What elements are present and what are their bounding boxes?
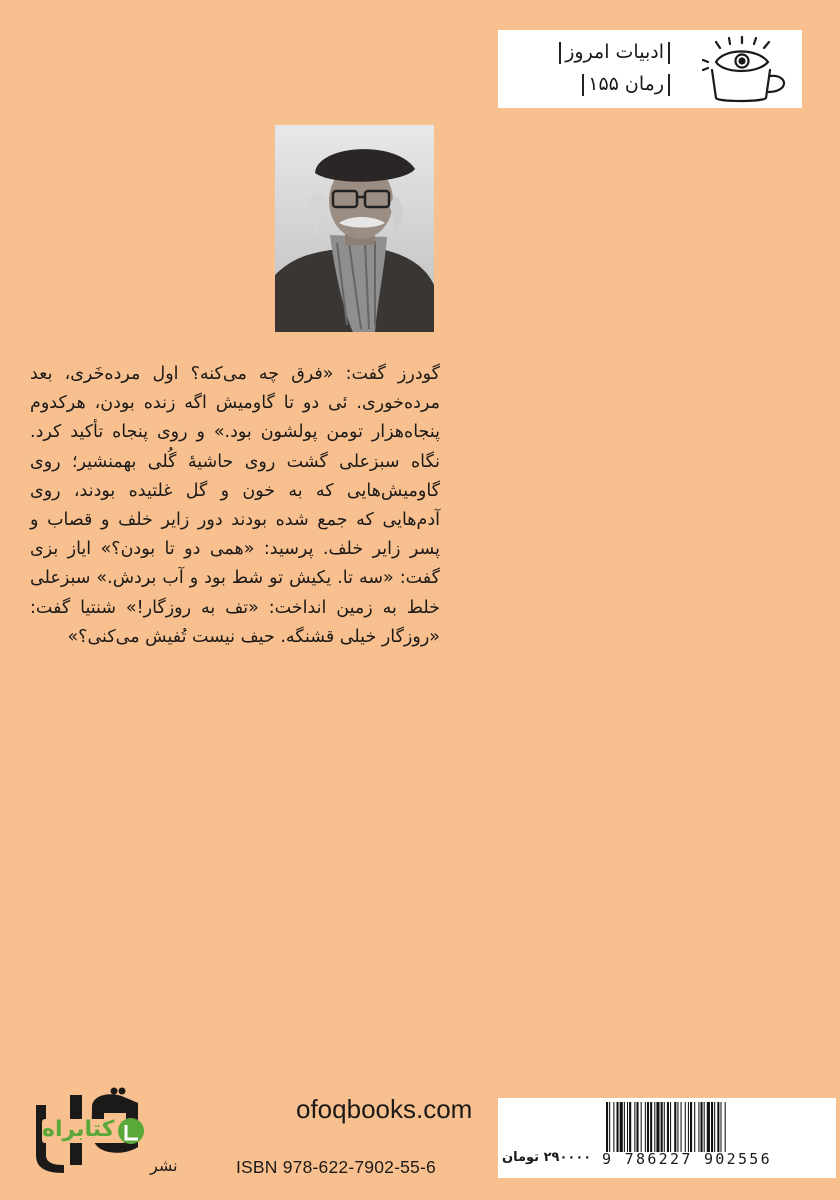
publisher-logo-sub: نشر <box>150 1156 178 1175</box>
publisher-website[interactable]: ofoqbooks.com <box>296 1094 473 1124</box>
series-line-2 <box>498 68 676 100</box>
series-box <box>498 30 802 108</box>
barcode-box <box>498 1098 836 1178</box>
blurb-text: گودرز گفت: «فرق چه می‌کنه؟ اول مرده‌خَری، بعد مرده‌خوری. ئی دو تا گاومیش اگه زنده بودن، هرکدوم پنجاه‌هزار تومن پولشون بود.» و روی پنجاه تأکید کرد. نگاه سبزعلی گشت روی حاشیهٔ گُلی بهمنشیر؛ روی گاومیش‌هایی که به خون و گل غلتیده بودند، روی آدم‌هایی که جمع شده بودند دور زایر خلف و قصاب و پسر زایر خلف. پرسید: «همی دو تا بودن؟» ایاز بزی گفت: «سه تا. یکیش تو شط بود و آب بردش.» سبزعلی خلط به زمین انداخت: «تف به روزگار!» شنتیا گفت: «روزگار خیلی قشنگه. حیف نیست تُفیش می‌کنی؟» <box>30 364 440 647</box>
series-line-1 <box>498 36 676 68</box>
series-title: ادبیات امروز <box>565 41 664 63</box>
price-label: ۲۹۰۰۰۰ تومان <box>502 1150 592 1165</box>
barcode-icon <box>604 1102 832 1156</box>
series-number: رمان ۱۵۵ <box>588 73 664 95</box>
back-cover-blurb <box>30 360 440 652</box>
series-text <box>498 36 676 100</box>
author-portrait-icon <box>275 125 434 332</box>
eye-cup-icon <box>702 36 796 104</box>
isbn-number: ISBN 978-622-7902-55-6 <box>236 1157 436 1177</box>
barcode-digits: 9 786227 902556 <box>602 1150 772 1168</box>
author-portrait <box>275 125 434 332</box>
ketabrah-badge-label: کتابراه <box>42 1117 115 1142</box>
